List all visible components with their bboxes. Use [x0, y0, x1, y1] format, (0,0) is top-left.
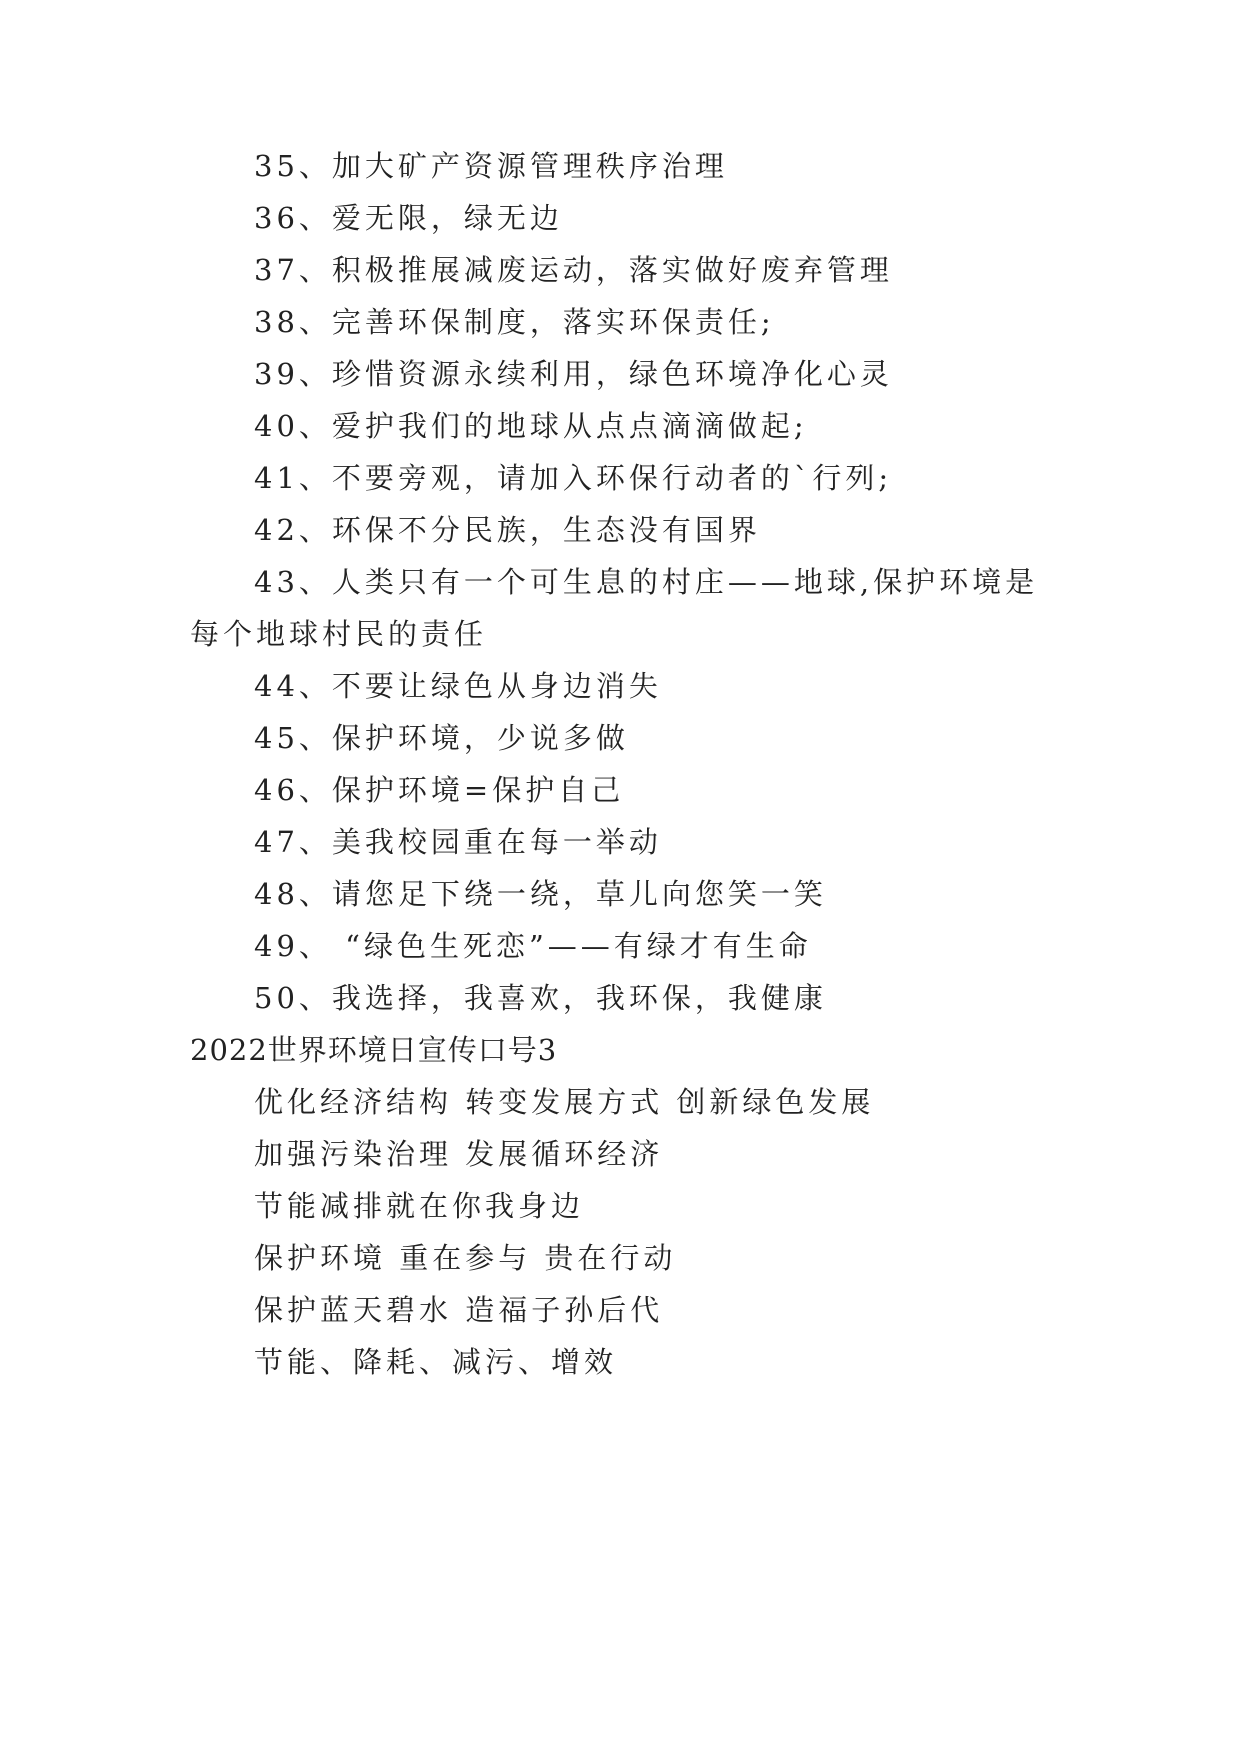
slogan-item: 40、爱护我们的地球从点点滴滴做起; [254, 409, 808, 443]
slogan-line: 保护蓝天碧水 造福子孙后代 [254, 1293, 664, 1327]
slogan-item: 46、保护环境=保护自己 [254, 773, 625, 807]
slogan-line: 加强污染治理 发展循环经济 [254, 1137, 664, 1171]
slogan-item: 38、完善环保制度，落实环保责任; [254, 305, 775, 339]
slogan-item: 48、请您足下绕一绕，草儿向您笑一笑 [254, 877, 827, 911]
slogan-item: 45、保护环境，少说多做 [254, 721, 629, 755]
slogan-line: 节能、降耗、减污、增效 [254, 1345, 618, 1379]
section-heading: 2022世界环境日宣传口号3 [190, 1033, 558, 1067]
slogan-item: 35、加大矿产资源管理秩序治理 [254, 149, 728, 183]
slogan-item-continuation: 每个地球村民的责任 [190, 617, 488, 651]
slogan-line: 保护环境 重在参与 贵在行动 [254, 1241, 677, 1275]
slogan-item: 42、环保不分民族，生态没有国界 [254, 513, 761, 547]
slogan-item: 50、我选择，我喜欢，我环保，我健康 [254, 981, 827, 1015]
slogan-item: 49、 “绿色生死恋”——有绿才有生命 [254, 929, 812, 963]
slogan-line: 节能减排就在你我身边 [254, 1189, 585, 1223]
slogan-item: 44、不要让绿色从身边消失 [254, 669, 662, 703]
slogan-item: 43、人类只有一个可生息的村庄——地球,保护环境是 [254, 565, 1039, 599]
slogan-item: 41、不要旁观，请加入环保行动者的`行列; [254, 461, 893, 495]
slogan-item: 37、积极推展减废运动，落实做好废弃管理 [254, 253, 893, 287]
slogan-item: 47、美我校园重在每一举动 [254, 825, 662, 859]
slogan-item: 39、珍惜资源永续利用，绿色环境净化心灵 [254, 357, 893, 391]
slogan-item: 36、爱无限，绿无边 [254, 201, 563, 235]
slogan-line: 优化经济结构 转变发展方式 创新绿色发展 [254, 1085, 875, 1119]
